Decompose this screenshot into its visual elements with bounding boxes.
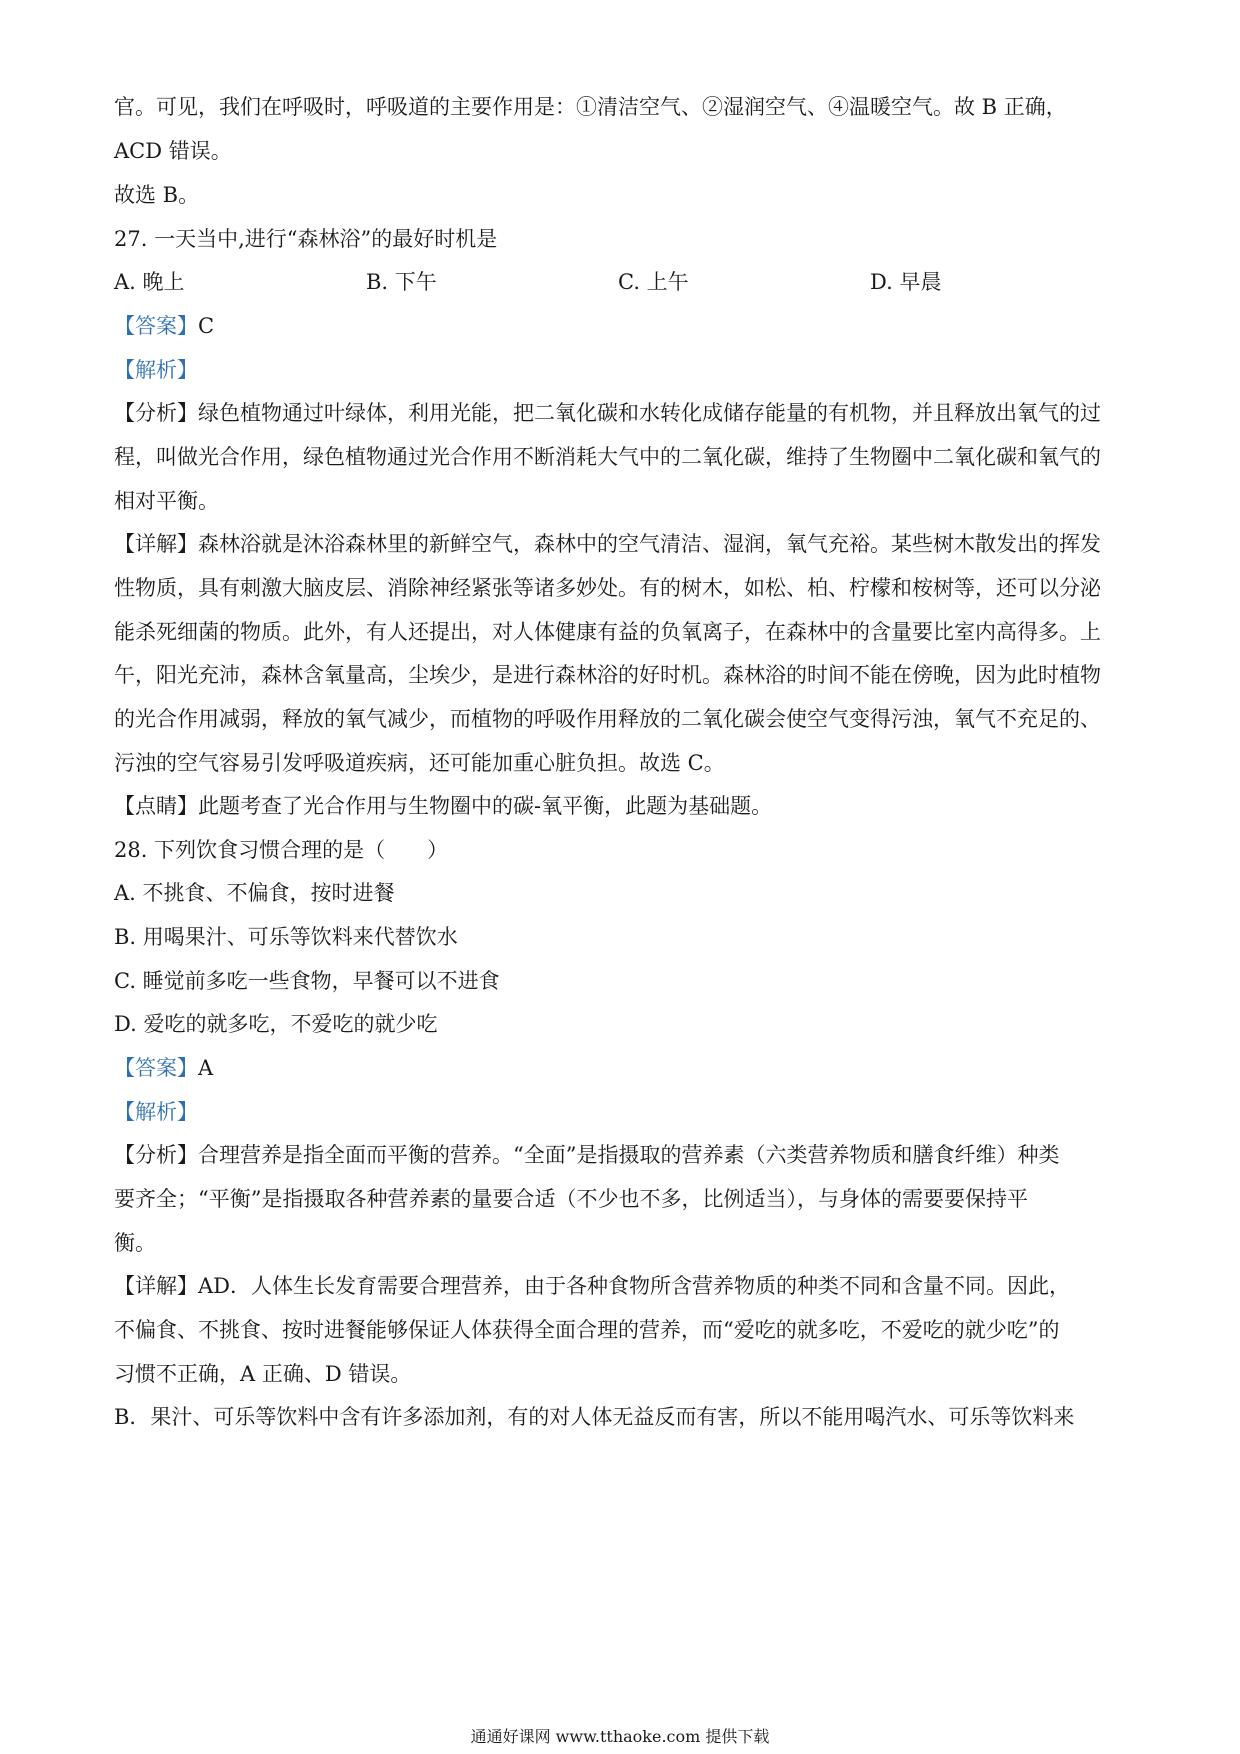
text-line: 要齐全；“平衡”是指摄取各种营养素的量要合适（不少也不多，比例适当），与身体的需要要保持平 xyxy=(114,1187,1028,1211)
detail-tag: 【详解】 xyxy=(114,1274,198,1298)
q27-answer xyxy=(114,311,1134,341)
q28-option-c: C. 睡觉前多吃一些食物，早餐可以不进食 xyxy=(114,969,500,993)
text-line: 【分析】绿色植物通过叶绿体，利用光能，把二氧化碳和水转化成储存能量的有机物，并且释放出氧气的过 xyxy=(114,401,1101,425)
analysis-tag: 【解析】 xyxy=(114,358,198,382)
fenxi-tag: 【分析】 xyxy=(114,1143,198,1167)
detail-text: 森林浴就是沐浴森林里的新鲜空气，森林中的空气清洁、湿润，氧气充裕。某些树木散发出的挥发 xyxy=(198,532,1101,556)
comment-tag: 【点睛】 xyxy=(114,794,198,818)
text-line: 性物质，具有刺激大脑皮层、消除神经紧张等诸多妙处。有的树木，如松、柏、柠檬和桉树等，还可以分泌 xyxy=(114,576,1101,600)
detail-text: AD．人体生长发育需要合理营养，由于各种食物所含营养物质的种类不同和含量不同。因此， xyxy=(198,1274,1070,1298)
answer-value: A xyxy=(198,1056,214,1080)
text-line: 相对平衡。 xyxy=(114,489,219,513)
q28-detail-line xyxy=(114,1271,1134,1301)
q27-detail-line xyxy=(114,529,1134,559)
fenxi-text: 合理营养是指全面而平衡的营养。“全面”是指摄取的营养素（六类营养物质和膳食纤维）种类 xyxy=(198,1143,1060,1167)
text-line: 官。可见，我们在呼吸时，呼吸道的主要作用是：①清洁空气、②湿润空气、④温暖空气。故 B 正确， xyxy=(114,95,1067,119)
analysis-tag: 【解析】 xyxy=(114,1100,198,1124)
q28-analysis-heading xyxy=(114,1097,1134,1127)
q27-comment-line xyxy=(114,791,1134,821)
q27-option-a: A. 晚上 xyxy=(114,270,185,294)
q28-fenxi-line xyxy=(114,1140,1134,1170)
q28-option-d: D. 爱吃的就多吃，不爱吃的就少吃 xyxy=(114,1012,438,1036)
text-line: 程，叫做光合作用，绿色植物通过光合作用不断消耗大气中的二氧化碳，维持了生物圈中二氧化碳和氧气的 xyxy=(114,445,1101,469)
text-line: B．果汁、可乐等饮料中含有许多添加剂，有的对人体无益反而有害，所以不能用喝汽水、可乐等饮料来 xyxy=(114,1405,1075,1429)
q27-option-b: B. 下午 xyxy=(366,270,437,294)
q27-analysis-heading xyxy=(114,355,1134,385)
q28-option-b: B. 用喝果汁、可乐等饮料来代替饮水 xyxy=(114,925,458,949)
question-27: 27. 一天当中,进行“森林浴”的最好时机是 xyxy=(114,227,498,251)
question-28: 28. 下列饮食习惯合理的是（ ） xyxy=(114,838,449,862)
text-line: 能杀死细菌的物质。此外，有人还提出，对人体健康有益的负氧离子，在森林中的含量要比室内高得多。上 xyxy=(114,620,1101,644)
answer-tag: 【答案】 xyxy=(114,314,198,338)
q28-option-a: A. 不挑食、不偏食，按时进餐 xyxy=(114,881,395,905)
text-line: 习惯不正确，A 正确、D 错误。 xyxy=(114,1362,412,1386)
answer-value: C xyxy=(198,314,215,338)
text-line: 污浊的空气容易引发呼吸道疾病，还可能加重心脏负担。故选 C。 xyxy=(114,751,725,775)
text-line: 的光合作用减弱，释放的氧气减少，而植物的呼吸作用释放的二氧化碳会使空气变得污浊，氧气不充足的、 xyxy=(114,707,1101,731)
q27-option-c: C. 上午 xyxy=(618,270,689,294)
q28-answer xyxy=(114,1053,1134,1083)
text-line: ACD 错误。 xyxy=(114,139,232,163)
answer-tag: 【答案】 xyxy=(114,1056,198,1080)
text-line: 衡。 xyxy=(114,1231,156,1255)
page-footer: 通通好课网 www.tthaoke.com 提供下载 xyxy=(470,1727,770,1746)
text-line: 故选 B。 xyxy=(114,183,200,207)
detail-tag: 【详解】 xyxy=(114,532,198,556)
q27-option-d: D. 早晨 xyxy=(870,270,942,294)
text-line: 不偏食、不挑食、按时进餐能够保证人体获得全面合理的营养，而“爱吃的就多吃，不爱吃的就少吃”的 xyxy=(114,1318,1060,1342)
text-line: 午，阳光充沛，森林含氧量高，尘埃少，是进行森林浴的好时机。森林浴的时间不能在傍晚，因为此时植物 xyxy=(114,663,1101,687)
comment-text: 此题考查了光合作用与生物圈中的碳-氧平衡，此题为基础题。 xyxy=(198,794,773,818)
